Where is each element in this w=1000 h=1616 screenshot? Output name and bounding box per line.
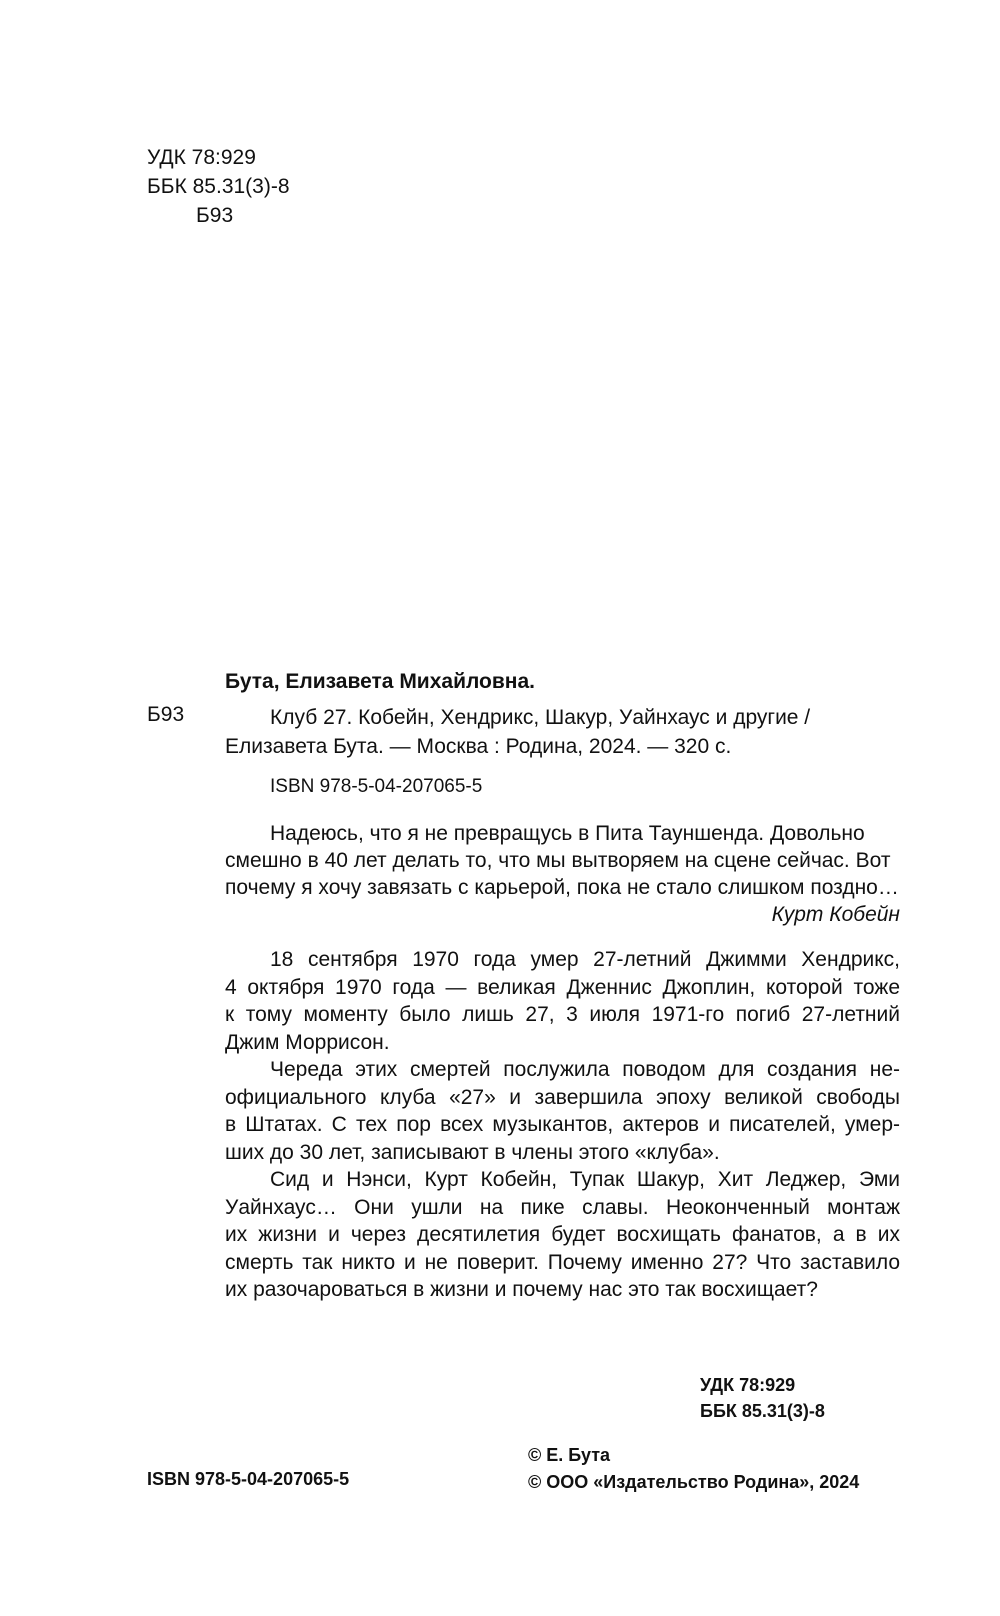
copyright-block [528, 1442, 859, 1496]
annotation-line: 4 октября 1970 года — великая Дженнис Джоплин, которой тоже [225, 975, 900, 999]
copyright-author: © Е. Бута [528, 1445, 611, 1465]
epigraph-line: почему я хочу завязать с карьерой, пока не стало слишком поздно… [225, 876, 899, 899]
bottom-bbk-code: ББК 85.31(3)-8 [700, 1401, 825, 1421]
epigraph-attribution: Курт Кобейн [771, 903, 900, 926]
bibliographic-description [225, 703, 900, 761]
bottom-udk-code: УДК 78:929 [700, 1375, 796, 1395]
epigraph-line: смешно в 40 лет делать то, что мы вытворяем на сцене сейчас. Вот [225, 849, 891, 872]
annotation-line: в Штатах. С тех пор всех музыкантов, актеров и писателей, умер- [225, 1113, 900, 1136]
bottom-isbn: ISBN 978-5-04-207065-5 [147, 1469, 350, 1489]
top-bbk-code: ББК 85.31(3)-8 [147, 175, 290, 198]
annotation-line: смерть так никто и не поверит. Почему именно 27? Что заставило [225, 1250, 900, 1274]
top-author-mark: Б93 [196, 204, 234, 227]
entry-isbn: ISBN 978-5-04-207065-5 [270, 776, 483, 797]
annotation-line: Уайнхаус… Они ушли на пике славы. Неоконченный монтаж [225, 1195, 900, 1219]
copyright-publisher: © ООО «Издательство Родина», 2024 [528, 1472, 860, 1492]
author-heading: Бута, Елизавета Михайловна. [225, 670, 535, 693]
annotation [225, 946, 900, 1304]
epigraph-line: Надеюсь, что я не превращусь в Пита Тауншенда. Довольно [270, 822, 865, 845]
annotation-line: Сид и Нэнси, Курт Кобейн, Тупак Шакур, Хит Леджер, Эми [270, 1168, 900, 1191]
annotation-line: их разочароваться в жизни и почему нас это так восхищает? [225, 1278, 818, 1301]
annotation-line: Джим Моррисон. [225, 1030, 390, 1054]
annotation-line: их жизни и через десятилетия будет восхищать фанатов, а в их [225, 1223, 900, 1246]
annotation-line: к тому моменту было лишь 27, 3 июля 1971-го погиб 27-летний [225, 1003, 900, 1026]
epigraph [225, 820, 900, 928]
annotation-line: 18 сентября 1970 года умер 27-летний Джимми Хендрикс, [270, 948, 900, 971]
annotation-line: Череда этих смертей послужила поводом для создания не- [270, 1058, 900, 1081]
title-line: Клуб 27. Кобейн, Хендрикс, Шакур, Уайнхаус и другие / [270, 706, 811, 729]
annotation-line: официального клуба «27» и завершила эпоху великой свободы [225, 1085, 900, 1109]
title-line: Елизавета Бута. — Москва : Родина, 2024. — 320 с. [225, 735, 732, 758]
bottom-classification [700, 1372, 825, 1424]
annotation-line: ших до 30 лет, записывают в члены этого «клуба». [225, 1140, 720, 1164]
top-udk-code: УДК 78:929 [147, 146, 256, 169]
entry-author-mark: Б93 [147, 703, 185, 726]
